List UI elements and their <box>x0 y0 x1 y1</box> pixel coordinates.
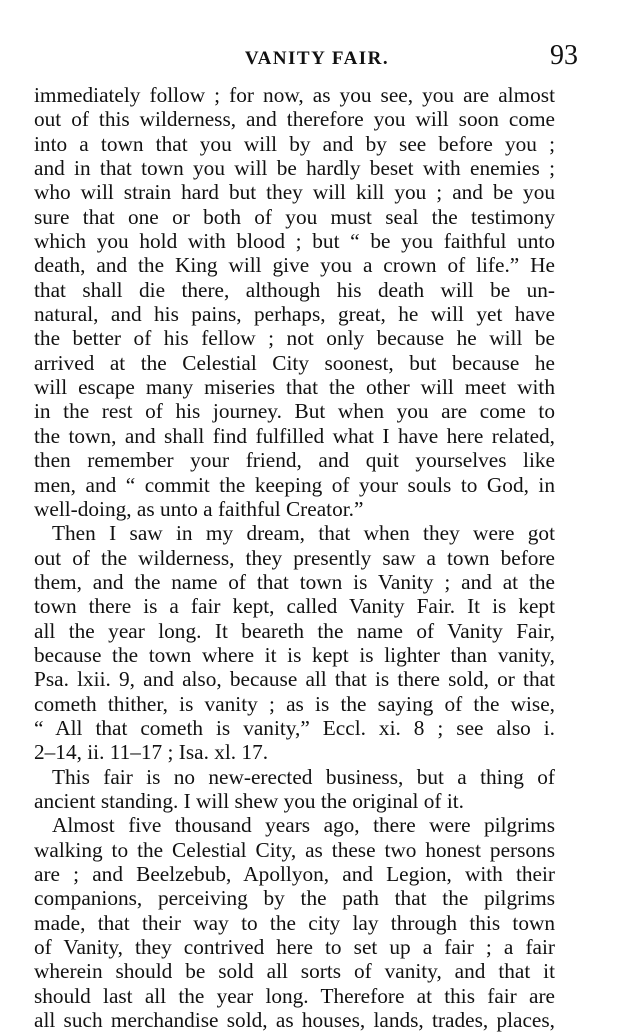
text-line: immediately follow ; for now, as you see, you are almost <box>34 83 555 107</box>
text-line: the town, and shall find fulfilled what I have here related, <box>34 423 555 448</box>
text-line: because the town where it is kept is lighter than vanity, <box>34 642 555 667</box>
text-line: companions, perceiving by the path that the pilgrims <box>34 886 555 911</box>
text-line: arrived at the Celestial City soonest, but because he <box>34 350 555 375</box>
text-line: all the year long. It beareth the name of Vanity Fair, <box>34 618 555 643</box>
text-line: Then I saw in my dream, that when they were got <box>52 521 555 546</box>
body-text <box>34 83 555 1032</box>
text-line: 2–14, ii. 11–17 ; Isa. xl. 17. <box>34 740 269 765</box>
text-line: of Vanity, they contrived here to set up a fair ; a fair <box>34 935 555 960</box>
text-line: the better of his fellow ; not only because he will be <box>34 326 555 351</box>
text-line: sure that one or both of you must seal the testimony <box>34 204 555 229</box>
text-line: should last all the year long. Therefore at this fair are <box>34 983 555 1008</box>
text-line: all such merchandise sold, as houses, lands, trades, places, <box>34 1008 555 1032</box>
text-line: them, and the name of that town is Vanity ; and at the <box>34 569 555 594</box>
text-line: are ; and Beelzebub, Apollyon, and Legion, with their <box>34 862 555 886</box>
text-line: out of this wilderness, and therefore you will soon come <box>34 107 555 132</box>
text-line: men, and “ commit the keeping of your souls to God, in <box>34 472 555 497</box>
running-head <box>36 40 578 74</box>
text-line: ancient standing. I will shew you the original of it. <box>34 788 464 813</box>
text-line: Psa. lxii. 9, and also, because all that is there sold, or that <box>34 667 555 692</box>
text-line: This fair is no new-erected business, but a thing of <box>52 764 555 789</box>
text-line: walking to the Celestial City, as these two honest persons <box>34 837 555 862</box>
text-line: who will strain hard but they will kill you ; and be you <box>34 180 555 205</box>
text-line: Almost five thousand years ago, there were pilgrims <box>52 813 555 838</box>
text-line: will escape many miseries that the other will meet with <box>34 375 555 400</box>
text-line: well-doing, as unto a faithful Creator.” <box>34 496 364 521</box>
text-line: then remember your friend, and quit yourselves like <box>34 448 555 473</box>
text-line: in the rest of his journey. But when you are come to <box>34 399 555 424</box>
text-line: which you hold with blood ; but “ be you faithful unto <box>34 229 555 254</box>
text-line: cometh thither, is vanity ; as is the saying of the wise, <box>34 691 555 716</box>
text-line: “ All that cometh is vanity,” Eccl. xi. 8 ; see also i. <box>34 715 555 740</box>
text-line: and in that town you will be hardly beset with enemies ; <box>34 156 555 181</box>
text-line: into a town that you will by and by see before you ; <box>34 131 555 156</box>
running-title: VANITY FAIR. <box>244 48 390 69</box>
text-line: death, and the King will give you a crown of life.” He <box>34 253 555 278</box>
text-line: town there is a fair kept, called Vanity Fair. It is kept <box>34 594 555 619</box>
text-line: wherein should be sold all sorts of vanity, and that it <box>34 959 555 984</box>
text-line: out of the wilderness, they presently saw a town before <box>34 545 555 570</box>
text-line: natural, and his pains, perhaps, great, he will yet have <box>34 302 555 327</box>
text-line: made, that their way to the city lay through this town <box>34 910 555 935</box>
page-number: 93 <box>550 40 578 71</box>
text-line: that shall die there, although his death will be un- <box>34 277 555 302</box>
